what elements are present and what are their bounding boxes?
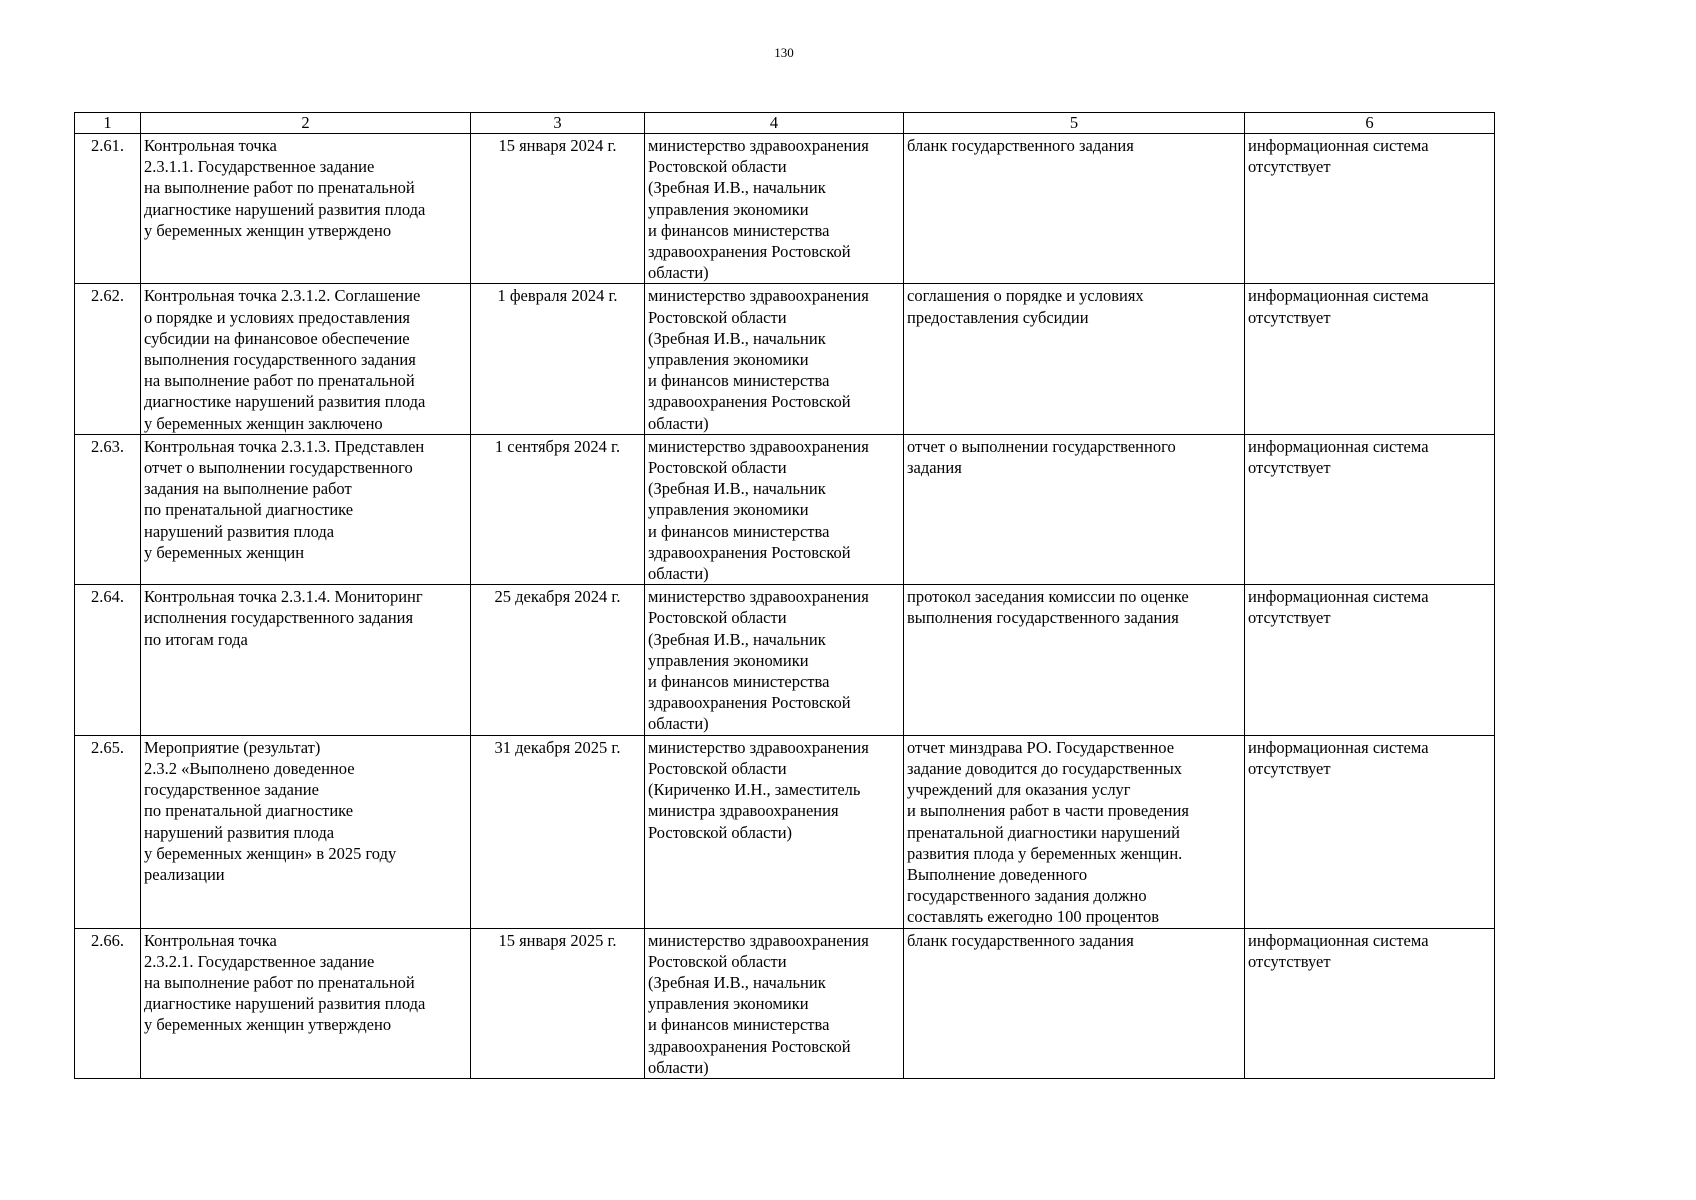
event-description-line: на выполнение работ по пренатальной <box>144 972 415 992</box>
confirming-document <box>904 134 1245 284</box>
confirming-document-line: отчет о выполнении государственного <box>907 436 1176 456</box>
deadline-date: 15 января 2024 г. <box>471 134 645 284</box>
information-system-line: информационная система <box>1248 136 1429 155</box>
event-description-line: Мероприятие (результат) <box>144 737 321 757</box>
column-header: 6 <box>1245 113 1495 134</box>
row-number: 2.66. <box>75 928 141 1078</box>
responsible-executor-line: и финансов министерства <box>648 521 830 541</box>
row-number: 2.65. <box>75 735 141 928</box>
responsible-executor-line: министерство здравоохранения <box>648 930 869 950</box>
responsible-executor-line: управления экономики <box>648 650 809 670</box>
event-description <box>141 134 471 284</box>
responsible-executor-line: области) <box>648 564 709 584</box>
column-header: 5 <box>904 113 1245 134</box>
information-system <box>1245 434 1495 584</box>
event-description-line: реализации <box>144 864 225 884</box>
confirming-document-line: бланк государственного задания <box>907 136 1134 155</box>
event-description-line: у беременных женщин утверждено <box>144 1015 392 1035</box>
responsible-executor-line: области) <box>648 1057 709 1077</box>
responsible-executor-line: здравоохранения Ростовской <box>648 242 851 262</box>
event-description-line: у беременных женщин <box>144 542 305 562</box>
information-system-line: отсутствует <box>1248 307 1331 327</box>
confirming-document-line: составлять ежегодно 100 процентов <box>907 907 1160 927</box>
confirming-document <box>904 928 1245 1078</box>
information-system-line: отсутствует <box>1248 758 1331 778</box>
responsible-executor <box>645 585 904 735</box>
event-description-line: Контрольная точка 2.3.1.3. Представлен <box>144 436 425 456</box>
row-number: 2.62. <box>75 284 141 434</box>
page-number: 130 <box>774 45 794 60</box>
responsible-executor-line: министра здравоохранения <box>648 801 839 821</box>
responsible-executor-line: министерство здравоохранения <box>648 436 869 456</box>
responsible-executor-line: здравоохранения Ростовской <box>648 542 851 562</box>
confirming-document-line: предоставления субсидии <box>907 307 1089 327</box>
event-description-line: диагностике нарушений развития плода <box>144 392 426 412</box>
confirming-document <box>904 735 1245 928</box>
event-description-line: по пренатальной диагностике <box>144 801 354 821</box>
column-header: 3 <box>471 113 645 134</box>
responsible-executor-line: и финансов министерства <box>648 1015 830 1035</box>
column-header: 2 <box>141 113 471 134</box>
responsible-executor-line: Ростовской области <box>648 951 787 971</box>
responsible-executor-line: (Зребная И.В., начальник <box>648 328 826 348</box>
event-description-line: Контрольная точка <box>144 930 277 950</box>
event-description-line: Контрольная точка 2.3.1.4. Мониторинг <box>144 587 423 607</box>
event-description-line: у беременных женщин утверждено <box>144 220 392 240</box>
table-body <box>75 134 1495 1079</box>
information-system-line: информационная система <box>1248 587 1429 607</box>
confirming-document-line: выполнения государственного задания <box>907 608 1179 628</box>
responsible-executor-line: и финансов министерства <box>648 220 830 240</box>
confirming-document-line: пренатальной диагностики нарушений <box>907 822 1180 842</box>
information-system-line: отсутствует <box>1248 951 1331 971</box>
information-system-line: отсутствует <box>1248 458 1331 478</box>
event-description-line: Контрольная точка 2.3.1.2. Соглашение <box>144 286 421 306</box>
responsible-executor-line: (Зребная И.В., начальник <box>648 479 826 499</box>
deadline-date: 1 сентября 2024 г. <box>471 434 645 584</box>
responsible-executor-line: (Зребная И.В., начальник <box>648 178 826 198</box>
responsible-executor-line: Ростовской области <box>648 307 787 327</box>
responsible-executor-line: управления экономики <box>648 500 809 520</box>
event-description <box>141 928 471 1078</box>
responsible-executor-line: Ростовской области <box>648 608 787 628</box>
responsible-executor-line: министерство здравоохранения <box>648 587 869 607</box>
event-description-line: задания на выполнение работ <box>144 479 352 499</box>
event-description-line: 2.3.2 «Выполнено доведенное <box>144 758 355 778</box>
responsible-executor-line: здравоохранения Ростовской <box>648 1036 851 1056</box>
event-description-line: о порядке и условиях предоставления <box>144 307 411 327</box>
table-row <box>75 284 1495 434</box>
event-description-line: у беременных женщин заключено <box>144 413 383 433</box>
responsible-executor-line: области) <box>648 714 709 734</box>
event-description-line: 2.3.2.1. Государственное задание <box>144 951 375 971</box>
event-description-line: у беременных женщин» в 2025 году <box>144 843 397 863</box>
confirming-document-line: и выполнения работ в части проведения <box>907 801 1189 821</box>
responsible-executor <box>645 735 904 928</box>
table-row <box>75 735 1495 928</box>
confirming-document-line: развития плода у беременных женщин. <box>907 843 1183 863</box>
responsible-executor-line: (Зребная И.В., начальник <box>648 629 826 649</box>
event-description <box>141 434 471 584</box>
responsible-executor <box>645 284 904 434</box>
responsible-executor-line: области) <box>648 263 709 283</box>
event-description-line: исполнения государственного задания <box>144 608 414 628</box>
event-description-line: Контрольная точка <box>144 136 277 155</box>
responsible-executor-line: министерство здравоохранения <box>648 136 869 155</box>
confirming-document-line: учреждений для оказания услуг <box>907 780 1131 800</box>
responsible-executor-line: здравоохранения Ростовской <box>648 693 851 713</box>
responsible-executor-line: (Кириченко И.Н., заместитель <box>648 780 861 800</box>
confirming-document-line: соглашения о порядке и условиях <box>907 286 1144 306</box>
responsible-executor <box>645 928 904 1078</box>
information-system-line: информационная система <box>1248 436 1429 456</box>
responsible-executor-line: Ростовской области <box>648 758 787 778</box>
confirming-document-line: отчет минздрава РО. Государственное <box>907 737 1175 757</box>
responsible-executor-line: Ростовской области) <box>648 822 793 842</box>
deadline-date: 15 января 2025 г. <box>471 928 645 1078</box>
responsible-executor-line: и финансов министерства <box>648 371 830 391</box>
event-description-line: на выполнение работ по пренатальной <box>144 178 415 198</box>
column-header: 1 <box>75 113 141 134</box>
deadline-date: 1 февраля 2024 г. <box>471 284 645 434</box>
information-system <box>1245 735 1495 928</box>
event-description-line: диагностике нарушений развития плода <box>144 199 426 219</box>
confirming-document-line: государственного задания должно <box>907 886 1147 906</box>
confirming-document <box>904 434 1245 584</box>
responsible-executor-line: области) <box>648 413 709 433</box>
responsible-executor-line: Ростовской области <box>648 157 787 177</box>
table-row <box>75 434 1495 584</box>
responsible-executor <box>645 434 904 584</box>
responsible-executor-line: здравоохранения Ростовской <box>648 392 851 412</box>
information-system-line: информационная система <box>1248 737 1429 757</box>
information-system-line: информационная система <box>1248 286 1429 306</box>
plan-table <box>74 112 1495 1079</box>
event-description-line: по пренатальной диагностике <box>144 500 354 520</box>
event-description-line: выполнения государственного задания <box>144 350 416 370</box>
responsible-executor-line: Ростовской области <box>648 458 787 478</box>
header-row <box>75 113 1495 134</box>
responsible-executor-line: управления экономики <box>648 350 809 370</box>
confirming-document <box>904 284 1245 434</box>
responsible-executor-line: управления экономики <box>648 199 809 219</box>
row-number: 2.61. <box>75 134 141 284</box>
responsible-executor <box>645 134 904 284</box>
confirming-document-line: бланк государственного задания <box>907 930 1134 950</box>
row-number: 2.64. <box>75 585 141 735</box>
information-system <box>1245 134 1495 284</box>
event-description-line: 2.3.1.1. Государственное задание <box>144 157 375 177</box>
table-row <box>75 585 1495 735</box>
information-system-line: отсутствует <box>1248 157 1331 177</box>
event-description-line: отчет о выполнении государственного <box>144 458 413 478</box>
event-description-line: на выполнение работ по пренатальной <box>144 371 415 391</box>
confirming-document-line: Выполнение доведенного <box>907 864 1088 884</box>
confirming-document-line: задание доводится до государственных <box>907 758 1183 778</box>
responsible-executor-line: министерство здравоохранения <box>648 286 869 306</box>
information-system <box>1245 284 1495 434</box>
confirming-document-line: задания <box>907 458 962 478</box>
event-description <box>141 284 471 434</box>
responsible-executor-line: (Зребная И.В., начальник <box>648 972 826 992</box>
information-system-line: информационная система <box>1248 930 1429 950</box>
column-header: 4 <box>645 113 904 134</box>
event-description <box>141 735 471 928</box>
event-description-line: государственное задание <box>144 780 319 800</box>
event-description <box>141 585 471 735</box>
table-row <box>75 134 1495 284</box>
table-row <box>75 928 1495 1078</box>
confirming-document <box>904 585 1245 735</box>
event-description-line: по итогам года <box>144 629 248 649</box>
information-system <box>1245 928 1495 1078</box>
responsible-executor-line: и финансов министерства <box>648 672 830 692</box>
confirming-document-line: протокол заседания комиссии по оценке <box>907 587 1189 607</box>
information-system-line: отсутствует <box>1248 608 1331 628</box>
deadline-date: 25 декабря 2024 г. <box>471 585 645 735</box>
responsible-executor-line: управления экономики <box>648 994 809 1014</box>
event-description-line: нарушений развития плода <box>144 521 335 541</box>
deadline-date: 31 декабря 2025 г. <box>471 735 645 928</box>
responsible-executor-line: министерство здравоохранения <box>648 737 869 757</box>
event-description-line: нарушений развития плода <box>144 822 335 842</box>
row-number: 2.63. <box>75 434 141 584</box>
information-system <box>1245 585 1495 735</box>
event-description-line: субсидии на финансовое обеспечение <box>144 328 410 348</box>
event-description-line: диагностике нарушений развития плода <box>144 994 426 1014</box>
